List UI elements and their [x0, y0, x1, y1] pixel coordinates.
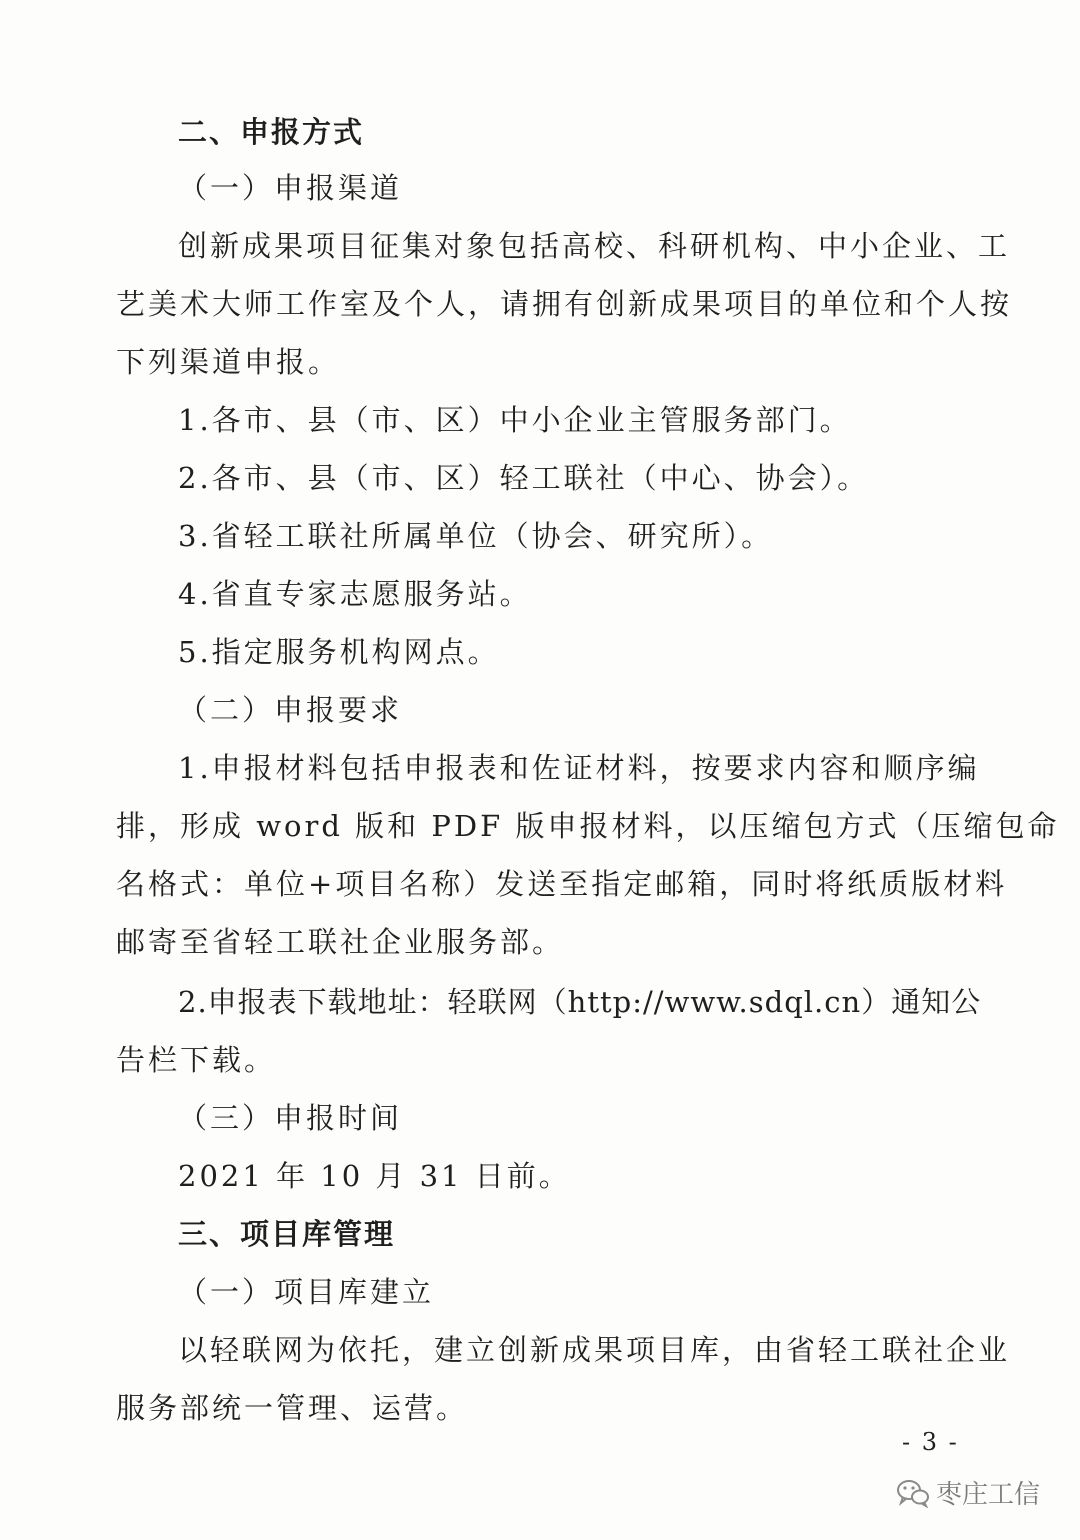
- paragraph-line: 下列渠道申报。: [116, 345, 341, 379]
- subsection-heading: （三）申报时间: [178, 1101, 403, 1135]
- paragraph-line: 邮寄至省轻工联社企业服务部。: [116, 925, 565, 959]
- paragraph-line: 以轻联网为依托，建立创新成果项目库，由省轻工联社企业: [178, 1333, 1011, 1367]
- section-heading-3: 三、项目库管理: [178, 1217, 396, 1251]
- paragraph-line: 排，形成 word 版和 PDF 版申报材料，以压缩包方式（压缩包命: [116, 809, 1060, 843]
- subsection-heading: （一）项目库建立: [178, 1275, 435, 1309]
- list-item: 3.省轻工联社所属单位（协会、研究所）。: [178, 519, 774, 553]
- paragraph-line: 艺美术大师工作室及个人，请拥有创新成果项目的单位和个人按: [116, 287, 1013, 321]
- subsection-heading: （一）申报渠道: [178, 171, 403, 205]
- paragraph-line: 1.申报材料包括申报表和佐证材料，按要求内容和顺序编: [178, 751, 980, 785]
- subsection-heading: （二）申报要求: [178, 693, 403, 727]
- list-item: 5.指定服务机构网点。: [178, 635, 500, 669]
- list-item: 1.各市、县（市、区）中小企业主管服务部门。: [178, 403, 852, 437]
- paragraph-line: 告栏下载。: [116, 1043, 277, 1077]
- section-heading-2: 二、申报方式: [178, 115, 365, 149]
- list-item: 4.省直专家志愿服务站。: [178, 577, 532, 611]
- paragraph-line: 名格式：单位+项目名称）发送至指定邮箱，同时将纸质版材料: [116, 867, 1008, 901]
- watermark-text: 枣庄工信: [936, 1480, 1041, 1510]
- page-number: - 3 -: [902, 1428, 959, 1456]
- wechat-watermark: [896, 1474, 1040, 1511]
- paragraph-line: 服务部统一管理、运营。: [116, 1391, 469, 1425]
- paragraph-line: 2.申报表下载地址：轻联网（http://www.sdql.cn）通知公: [178, 985, 982, 1019]
- list-item: 2.各市、县（市、区）轻工联社（中心、协会）。: [178, 461, 870, 495]
- paragraph-line: 创新成果项目征集对象包括高校、科研机构、中小企业、工: [178, 229, 1011, 263]
- paragraph-line: 2021 年 10 月 31 日前。: [178, 1159, 571, 1193]
- wechat-icon: [896, 1478, 930, 1508]
